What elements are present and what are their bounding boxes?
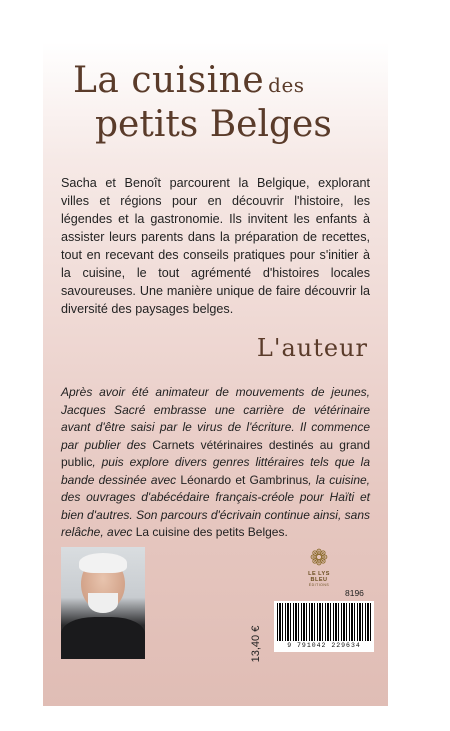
publisher-name: LE LYS BLEU bbox=[308, 571, 330, 583]
barcode-bars bbox=[277, 603, 371, 641]
title-des: des bbox=[268, 73, 305, 97]
publisher-logo bbox=[299, 547, 339, 587]
author-photo bbox=[61, 547, 145, 659]
back-cover bbox=[43, 42, 388, 706]
publisher-sub: ÉDITIONS bbox=[308, 583, 330, 587]
title-line-2: petits Belges bbox=[95, 104, 332, 145]
price-label: 13,40 € bbox=[250, 625, 262, 663]
isbn-number: 9 791042 229634 bbox=[287, 642, 361, 649]
author-heading: L'auteur bbox=[256, 334, 368, 362]
title-line-1: La cuisine bbox=[73, 60, 265, 101]
lily-flower-icon: ❁ bbox=[309, 545, 329, 570]
author-bio: Après avoir été animateur de mouvements de jeunes, Jacques Sacré embrasse une carrière de vétérinaire avant d'être saisi par le virus de l'écriture. Il commence par publier des Carnets vétérinaires destinés au grand public, puis explore divers genres littéraires tels que la bande dessinée avec Léonardo et Gambrinus, la cuisine, des ouvrages d'abécédaire français-créole pour Haïti et bien d'autres. Son parcours d'écrivain continue ainsi, sans relâche, avec La cuisine des petits Belges. bbox=[61, 385, 370, 539]
isbn-barcode bbox=[274, 601, 374, 652]
book-blurb: Sacha et Benoît parcourent la Belgique, explorant villes et régions pour en découvrir l'histoire, les légendes et la gastronomie. Ils invitent les enfants à assister leurs parents dans la préparation de recettes, tout en recevant des conseils pratiques pour s'initier à la cuisine, le tout agrémenté d'histoires locales savoureuses. Une manière unique de faire découvrir la diversité des paysages belges. bbox=[61, 176, 370, 316]
book-code: 8196 bbox=[345, 588, 364, 598]
